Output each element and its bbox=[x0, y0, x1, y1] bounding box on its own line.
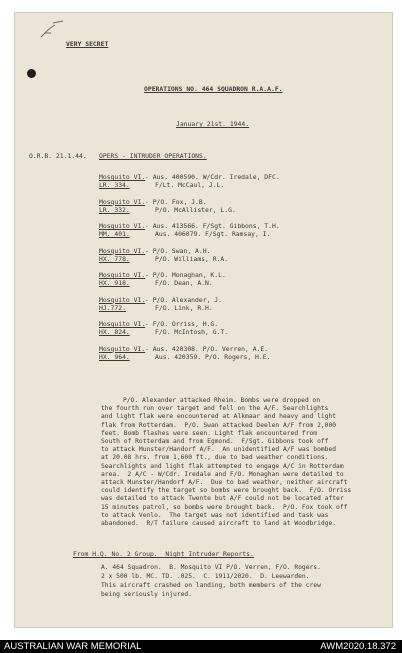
aircraft-type: Mosquito VI. bbox=[99, 246, 146, 255]
crew-member: F/O. Dean, A.N. bbox=[155, 279, 213, 287]
crew-member: F/O. Link, R.H. bbox=[155, 303, 213, 312]
crew-member: - P/O. Swan, A.H. bbox=[145, 246, 211, 255]
aircraft-identity bbox=[99, 222, 146, 238]
aircraft-serial: HX. 964. bbox=[99, 352, 130, 361]
aircraft-identity bbox=[99, 246, 146, 263]
crew-list bbox=[145, 222, 381, 238]
classification-label: VERY SECRET bbox=[66, 40, 109, 48]
group-report-heading: From H.Q. No. 2 Group. Night Intruder Reports. bbox=[73, 550, 254, 558]
group-report-line: 2 x 500 lb. MC. TD. .025. C. 1911/2020. D. Leewarden. bbox=[101, 573, 310, 580]
aircraft-identity bbox=[99, 344, 146, 361]
footer-bar bbox=[0, 640, 402, 653]
aircraft-type: Mosquito VI. bbox=[99, 344, 146, 353]
punch-hole bbox=[27, 69, 36, 78]
narrative-line: attack Munster/Handorf A/F. Due to bad weather, neither aircraft bbox=[101, 479, 348, 487]
aircraft-identity bbox=[99, 271, 146, 287]
narrative-line: area. 2 A/C - W/Cdr. Iredale and F/O. Monaghan were detailed to bbox=[101, 470, 344, 478]
aircraft-row bbox=[99, 173, 379, 198]
crew-member: - F/O. Orriss, H.G. bbox=[145, 320, 219, 328]
narrative-line: South of Rotterdam and from Egmond. F/Sgt. Gibbons took off bbox=[101, 438, 329, 446]
narrative-line: to attack Munster/Handorf A/F. An unidentified A/F was bombed bbox=[101, 446, 337, 454]
aircraft-serial: HX. 918. bbox=[99, 279, 130, 287]
crew-member: - Aus. 400590. W/Cdr. Iredale, DFC. bbox=[145, 173, 280, 181]
narrative-line: to attack Venlo. The target was not identified and task was bbox=[101, 511, 329, 519]
crew-member: F/O. McIntosh, G.T. bbox=[155, 328, 229, 336]
group-report-body bbox=[101, 563, 321, 599]
crew-member: Aus. 420359. P/O. Rogers, H.E. bbox=[155, 352, 271, 361]
crew-member: F/Lt. McCaul, J.L. bbox=[155, 181, 225, 189]
aircraft-identity bbox=[99, 320, 146, 336]
crew-member: Aus. 406079. F/Sgt. Ramsay, I. bbox=[155, 230, 271, 238]
aircraft-type: Mosquito VI. bbox=[99, 173, 146, 181]
crew-list bbox=[145, 320, 381, 336]
orb-reference: O.R.B. 21.1.44. bbox=[29, 152, 87, 160]
footer-accession-number: AWM2020.18.372 bbox=[320, 641, 396, 652]
aircraft-identity bbox=[99, 173, 146, 189]
document-title: OPERATIONS NO. 464 SQUADRON R.A.A.F. bbox=[144, 85, 283, 93]
aircraft-row bbox=[99, 296, 379, 321]
aircraft-serial: LR. 332. bbox=[99, 205, 130, 214]
crew-member: - Aus. 420308. P/O. Verren, A.E. bbox=[145, 344, 269, 353]
aircraft-type: Mosquito VI. bbox=[99, 271, 146, 279]
archival-document-page bbox=[14, 12, 393, 628]
aircraft-row bbox=[99, 271, 379, 296]
aircraft-serial: LR. 334. bbox=[99, 181, 130, 189]
aircraft-serial: HX. 824. bbox=[99, 328, 130, 336]
narrative-line: was detailed to attack Twente but A/F could not be located after bbox=[101, 495, 344, 503]
aircraft-serial: MM. 401. bbox=[99, 230, 130, 238]
crew-list bbox=[145, 345, 381, 361]
aircraft-serial: HJ.772. bbox=[99, 303, 126, 312]
aircraft-row bbox=[99, 320, 379, 345]
crew-member: - P/O. Monaghan, K.L. bbox=[145, 271, 226, 279]
aircraft-type: Mosquito VI. bbox=[99, 222, 146, 230]
narrative-line: 15 minutes patrol, so bombs were brought back. P/O. Fox took off bbox=[101, 503, 348, 511]
aircraft-row bbox=[99, 345, 379, 370]
narrative-line: could identify the target so bombs were brought back. F/O. Orriss bbox=[101, 487, 352, 495]
aircraft-identity bbox=[99, 295, 146, 312]
crew-list bbox=[145, 247, 381, 263]
pencil-annotation-mark bbox=[37, 19, 67, 41]
aircraft-row bbox=[99, 198, 379, 223]
crew-member: - P/O. Alexander, J. bbox=[145, 295, 222, 304]
narrative-line: P/O. Alexander attacked Rheim. Bombs were dropped on bbox=[123, 397, 321, 404]
aircraft-type: Mosquito VI. bbox=[99, 295, 146, 304]
crew-list bbox=[145, 173, 381, 189]
group-report-line: A. 464 Squadron. B. Mosquito VI P/O. Verren, F/O. Rogers. bbox=[101, 564, 321, 571]
group-report-line: being seriously injured. bbox=[101, 591, 192, 598]
group-report-line: This aircraft crashed on landing, both members of the crew bbox=[101, 582, 321, 589]
crew-list bbox=[145, 271, 381, 287]
crew-member: - Aus. 413566. F/Sgt. Gibbons, T.H. bbox=[145, 222, 280, 230]
aircraft-row bbox=[99, 247, 379, 272]
aircraft-serial: HX. 778. bbox=[99, 254, 130, 263]
narrative-line: at 20.08 hrs. from 1,600 ft., due to bad weather conditions. bbox=[101, 454, 329, 462]
aircraft-type: Mosquito VI. bbox=[99, 197, 146, 206]
crew-list bbox=[145, 296, 381, 312]
crew-member: P/O. McAllister, L.G. bbox=[155, 205, 236, 214]
aircraft-crew-list bbox=[99, 173, 379, 369]
aircraft-row bbox=[99, 222, 379, 247]
narrative-line: feet. Bomb flashes were seen. Light flak encountered from bbox=[101, 429, 318, 437]
footer-credit: AUSTRALIAN WAR MEMORIAL bbox=[4, 641, 142, 652]
section-heading: OPERS - INTRUDER OPERATIONS. bbox=[99, 152, 207, 160]
crew-member: P/O. Williams, R.A. bbox=[155, 254, 229, 263]
narrative-line: Searchlights and light flak attempted to engage A/C in Rotterdam bbox=[101, 462, 344, 470]
narrative-line: and light flak were encountered at Alkmaar and heavy and light bbox=[101, 413, 337, 421]
crew-member: - P/O. Fox, J.B. bbox=[145, 197, 207, 206]
narrative-line: the fourth run over target and fell on the A/F. Searchlights bbox=[101, 405, 329, 413]
narrative-line: flak from Rotterdam. P/O. Swan attacked Deelen A/F from 2,000 bbox=[101, 421, 337, 429]
operations-narrative bbox=[101, 397, 363, 528]
document-date: January 21st. 1944. bbox=[176, 120, 250, 128]
crew-list bbox=[145, 198, 381, 214]
aircraft-identity bbox=[99, 197, 146, 214]
aircraft-type: Mosquito VI. bbox=[99, 320, 146, 328]
narrative-line: abandoned. R/T failure caused aircraft to land at Woodbridge. bbox=[101, 520, 337, 528]
